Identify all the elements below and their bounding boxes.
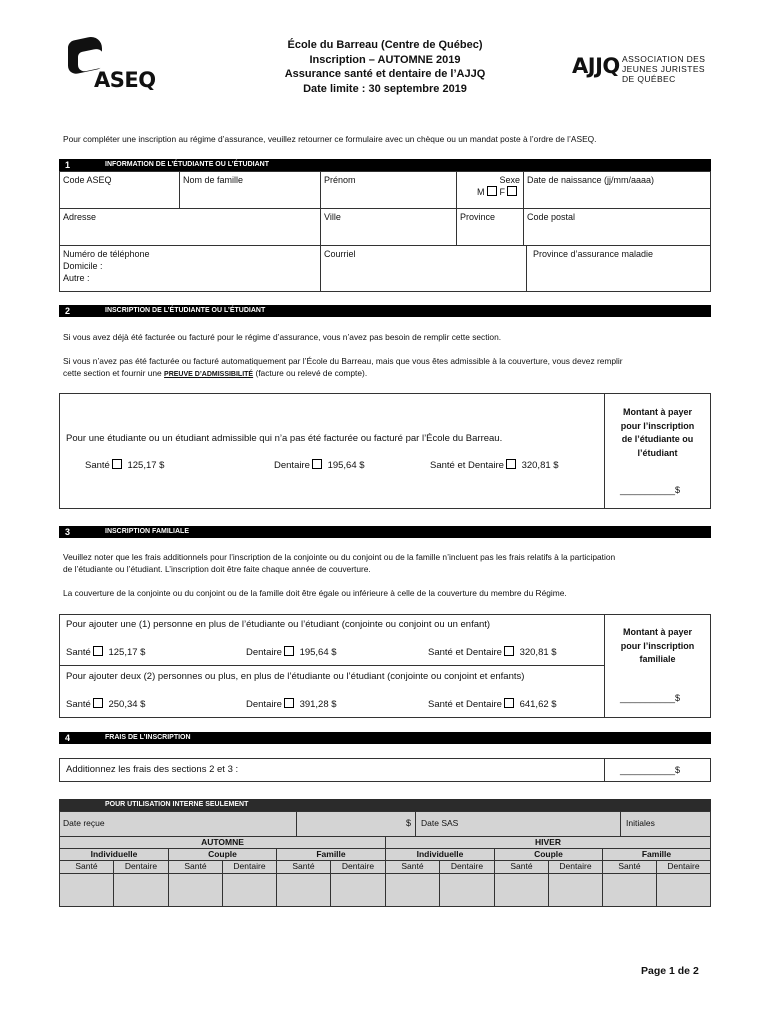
ville-field[interactable]: Ville <box>320 208 457 246</box>
section3-r2-sante-checkbox[interactable] <box>93 698 103 708</box>
header-line2: Inscription – AUTOMNE 2019 <box>309 53 461 66</box>
aseq-logo <box>64 38 164 94</box>
header-line1: École du Barreau (Centre de Québec) <box>287 39 483 51</box>
date-sas-field[interactable]: Date SAS <box>415 811 621 837</box>
section3-amount-blank[interactable]: ___________$ <box>620 693 681 703</box>
section3-row2-text: Pour ajouter deux (2) personnes ou plus, en plus de l’étudiante ou l’étudiant (conjointe ou conjoint et enfants) <box>66 671 525 682</box>
initiales-field[interactable]: Initiales <box>620 811 711 837</box>
section3-r1-dentaire: Dentaire 195,64 $ <box>246 647 337 658</box>
section3-r1-sante: Santé 125,17 $ <box>66 647 146 658</box>
province-field[interactable]: Province <box>456 208 524 246</box>
ajjq-logo: AJJQ <box>572 54 620 78</box>
automne-couple: Couple <box>168 848 277 861</box>
telephone-field[interactable]: Numéro de téléphone Domicile : Autre : <box>59 245 321 292</box>
h-ind-sante-cell[interactable] <box>385 873 440 907</box>
prenom-field[interactable]: Prénom <box>320 171 457 209</box>
internal-bar: POUR UTILISATION INTERNE SEULEMENT <box>59 799 711 811</box>
section2-sante: Santé 125,17 $ <box>85 460 165 471</box>
section3-r2-sd: Santé et Dentaire 641,62 $ <box>428 699 557 710</box>
a-ind-sante: Santé <box>59 860 114 874</box>
nom-field[interactable]: Nom de famille <box>179 171 321 209</box>
section3-r2-dentaire-checkbox[interactable] <box>284 698 294 708</box>
automne-famille: Famille <box>276 848 386 861</box>
h-cou-dentaire: Dentaire <box>548 860 603 874</box>
sexe-f-checkbox[interactable] <box>507 186 517 196</box>
a-ind-sante-cell[interactable] <box>59 873 114 907</box>
section3-r1-sd-checkbox[interactable] <box>504 646 514 656</box>
section2-p2: cette section et fournir une PREUVE D’ADMISSIBILITÉ (facture ou relevé de compte). <box>63 368 368 378</box>
section3-r2-dentaire: Dentaire 391,28 $ <box>246 699 337 710</box>
a-fam-dentaire-cell[interactable] <box>330 873 386 907</box>
h-ind-dentaire-cell[interactable] <box>439 873 495 907</box>
form-header <box>230 38 540 96</box>
sexe-m-checkbox[interactable] <box>487 186 497 196</box>
section3-p2: La couverture de la conjointe ou du conjoint ou de la famille doit être égale ou inférieure à celle de la couverture du membre du Régime. <box>63 588 567 598</box>
hiver-famille: Famille <box>602 848 711 861</box>
hiver-header: HIVER <box>385 836 711 849</box>
intro-text: Pour compléter une inscription au régime d’assurance, veuillez retourner ce formulaire avec un chèque ou un mandat poste à l’ordre de l’ASEQ. <box>63 134 597 144</box>
province-assurance-field[interactable]: Province d’assurance maladie <box>526 245 711 292</box>
section4-text: Additionnez les frais des sections 2 et 3 : <box>66 764 239 775</box>
h-cou-sante: Santé <box>494 860 549 874</box>
header-line3: Assurance santé et dentaire de l’AJJQ <box>284 68 486 80</box>
a-fam-sante-cell[interactable] <box>276 873 331 907</box>
a-cou-dentaire: Dentaire <box>222 860 277 874</box>
section3-r1-dentaire-checkbox[interactable] <box>284 646 294 656</box>
section2-amount-blank[interactable]: ___________$ <box>620 485 681 495</box>
h-fam-dentaire-cell[interactable] <box>656 873 711 907</box>
a-fam-sante: Santé <box>276 860 331 874</box>
section3-p1a: Veuillez noter que les frais additionnels pour l’inscription de la conjointe ou du conjoint ou de la famille n’incluent pas les frais relatifs à la participation <box>63 552 616 562</box>
hiver-couple: Couple <box>494 848 603 861</box>
section1-bar: 1 INFORMATION DE L’ÉTUDIANTE OU L’ÉTUDIANT <box>59 159 711 171</box>
section2-dentaire-checkbox[interactable] <box>312 459 322 469</box>
section2-p2a: Si vous n’avez pas été facturée ou facturé automatiquement par l’École du Barreau, mais que vous êtes admissible à la couverture, vous devez remplir <box>63 356 623 366</box>
code-postal-field[interactable]: Code postal <box>523 208 711 246</box>
a-ind-dentaire: Dentaire <box>113 860 169 874</box>
a-cou-sante: Santé <box>168 860 223 874</box>
ajjq-subtitle: ASSOCIATION DES JEUNES JURISTES DE QUÉBEC <box>622 54 706 84</box>
h-fam-sante: Santé <box>602 860 657 874</box>
aseq-logo-text: ASEQ <box>94 68 156 92</box>
h-fam-sante-cell[interactable] <box>602 873 657 907</box>
courriel-field[interactable]: Courriel <box>320 245 527 292</box>
h-ind-sante: Santé <box>385 860 440 874</box>
section2-sd: Santé et Dentaire 320,81 $ <box>430 460 559 471</box>
section3-p1b: de l’étudiante ou l’étudiant. L’inscription doit être faite chaque année de couverture. <box>63 564 371 574</box>
hiver-individuelle: Individuelle <box>385 848 495 861</box>
section2-amount-label: Montant à payer pour l’inscription de l’étudiante ou l’étudiant <box>620 407 695 458</box>
section2-dentaire: Dentaire 195,64 $ <box>274 460 365 471</box>
automne-header: AUTOMNE <box>59 836 386 849</box>
adresse-field[interactable]: Adresse <box>59 208 321 246</box>
section2-sante-checkbox[interactable] <box>112 459 122 469</box>
section3-r1-sante-checkbox[interactable] <box>93 646 103 656</box>
naissance-field[interactable]: Date de naissance (jj/mm/aaaa) <box>523 171 711 209</box>
a-fam-dentaire: Dentaire <box>330 860 386 874</box>
a-cou-sante-cell[interactable] <box>168 873 223 907</box>
sexe-field: Sexe M F <box>456 171 524 209</box>
a-ind-dentaire-cell[interactable] <box>113 873 169 907</box>
date-recue-label: Date reçue <box>59 811 297 837</box>
section3-r1-sd: Santé et Dentaire 320,81 $ <box>428 647 557 658</box>
automne-individuelle: Individuelle <box>59 848 169 861</box>
section2-box-text: Pour une étudiante ou un étudiant admissible qui n’a pas été facturée ou facturé par l’École du Barreau. <box>66 433 503 444</box>
section3-r2-sd-checkbox[interactable] <box>504 698 514 708</box>
a-cou-dentaire-cell[interactable] <box>222 873 277 907</box>
section2-bar: 2 INSCRIPTION DE L’ÉTUDIANTE OU L’ÉTUDIANT <box>59 305 711 317</box>
page-number: Page 1 de 2 <box>641 965 699 977</box>
section3-r2-sante: Santé 250,34 $ <box>66 699 146 710</box>
section4-bar: 4 FRAIS DE L’INSCRIPTION <box>59 732 711 744</box>
h-fam-dentaire: Dentaire <box>656 860 711 874</box>
section2-sd-checkbox[interactable] <box>506 459 516 469</box>
section4-amount-blank[interactable]: ___________$ <box>620 765 681 775</box>
date-recue-field[interactable]: $ <box>296 811 416 837</box>
section3-amount-label: Montant à payer pour l’inscription familiale <box>620 627 695 664</box>
section3-bar: 3 INSCRIPTION FAMILIALE <box>59 526 711 538</box>
section2-p1: Si vous avez déjà été facturée ou facturé pour le régime d’assurance, vous n’avez pas besoin de remplir cette section. <box>63 332 502 342</box>
h-ind-dentaire: Dentaire <box>439 860 495 874</box>
code-aseq-field[interactable]: Code ASEQ <box>59 171 180 209</box>
h-cou-sante-cell[interactable] <box>494 873 549 907</box>
h-cou-dentaire-cell[interactable] <box>548 873 603 907</box>
section3-row1-text: Pour ajouter une (1) personne en plus de l’étudiante ou l’étudiant (conjointe ou conjoint ou un enfant) <box>66 619 491 630</box>
header-line4: Date limite : 30 septembre 2019 <box>303 82 467 95</box>
